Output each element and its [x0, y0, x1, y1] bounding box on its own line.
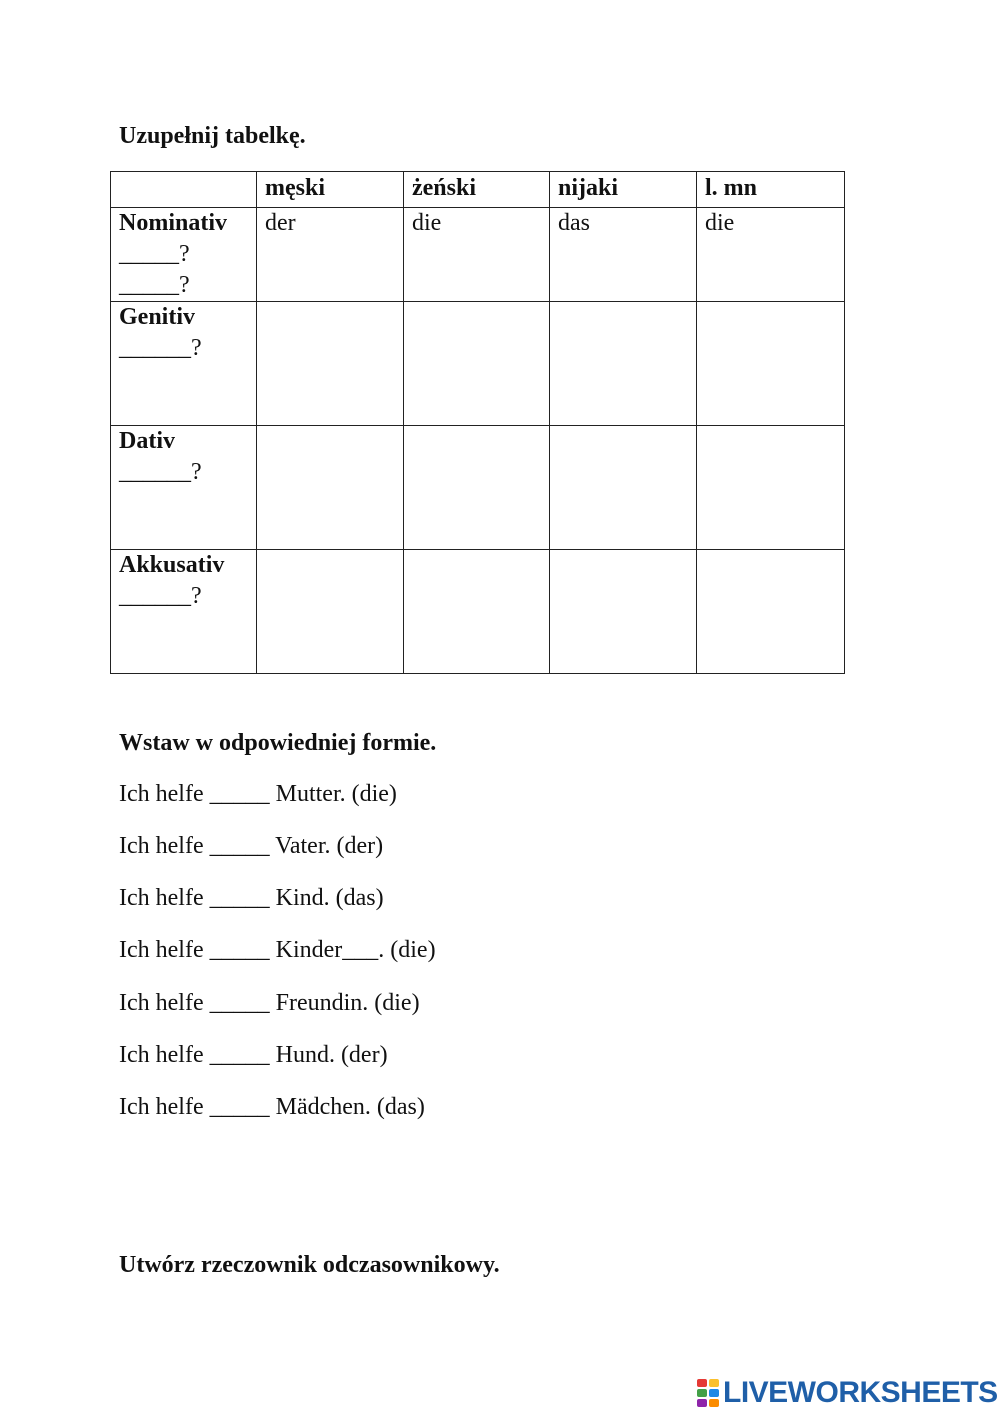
answer-cell[interactable] [257, 426, 404, 550]
answer-cell[interactable]: die [404, 208, 550, 302]
answer-cell[interactable] [404, 426, 550, 550]
logo-wordmark: LIVEWORKSHEETS [723, 1376, 998, 1409]
case-cell [111, 426, 257, 550]
table-row-dativ [111, 426, 845, 550]
header-cell-feminine: żeński [404, 172, 550, 208]
answer-cell[interactable]: das [550, 208, 697, 302]
header-cell-masculine: męski [257, 172, 404, 208]
table-row-nominativ [111, 208, 845, 302]
case-question: ______? [119, 459, 202, 485]
case-name: Akkusativ [119, 552, 225, 578]
case-question: _____? [119, 241, 190, 267]
answer-cell[interactable] [257, 302, 404, 426]
answer-cell[interactable]: der [257, 208, 404, 302]
header-cell-plural: l. mn [697, 172, 845, 208]
exercise-sentence: Ich helfe _____ Mutter. (die) [119, 781, 397, 807]
header-cell-neuter: nijaki [550, 172, 697, 208]
answer-cell[interactable] [550, 426, 697, 550]
case-cell [111, 302, 257, 426]
answer-cell[interactable] [550, 550, 697, 674]
exercise-sentence: Ich helfe _____ Kind. (das) [119, 885, 384, 911]
case-question: ______? [119, 335, 202, 361]
header-cell-empty [111, 172, 257, 208]
answer-cell[interactable] [257, 550, 404, 674]
fill-in-exercise-title: Wstaw w odpowiedniej formie. [119, 730, 437, 756]
table-exercise-title: Uzupełnij tabelkę. [119, 123, 306, 149]
answer-cell[interactable] [697, 302, 845, 426]
exercise-sentence: Ich helfe _____ Vater. (der) [119, 833, 384, 859]
case-question: _____? [119, 272, 190, 298]
case-name: Nominativ [119, 210, 227, 236]
table-row-akkusativ [111, 550, 845, 674]
case-cell [111, 550, 257, 674]
answer-cell[interactable] [404, 550, 550, 674]
case-name: Genitiv [119, 304, 195, 330]
case-question: ______? [119, 583, 202, 609]
noun-exercise-title: Utwórz rzeczownik odczasownikowy. [119, 1252, 500, 1278]
answer-cell[interactable] [697, 426, 845, 550]
exercise-sentence: Ich helfe _____ Freundin. (die) [119, 990, 420, 1016]
answer-cell[interactable] [550, 302, 697, 426]
answer-cell[interactable]: die [697, 208, 845, 302]
case-name: Dativ [119, 428, 175, 454]
exercise-sentence: Ich helfe _____ Kinder___. (die) [119, 937, 436, 963]
case-cell [111, 208, 257, 302]
liveworksheets-logo-icon [697, 1379, 719, 1407]
liveworksheets-logo [697, 1377, 998, 1409]
exercise-sentence: Ich helfe _____ Mädchen. (das) [119, 1094, 425, 1120]
table-header-row [111, 172, 845, 208]
declension-table [110, 171, 845, 674]
answer-cell[interactable] [404, 302, 550, 426]
answer-cell[interactable] [697, 550, 845, 674]
exercise-sentence: Ich helfe _____ Hund. (der) [119, 1042, 388, 1068]
table-row-genitiv [111, 302, 845, 426]
